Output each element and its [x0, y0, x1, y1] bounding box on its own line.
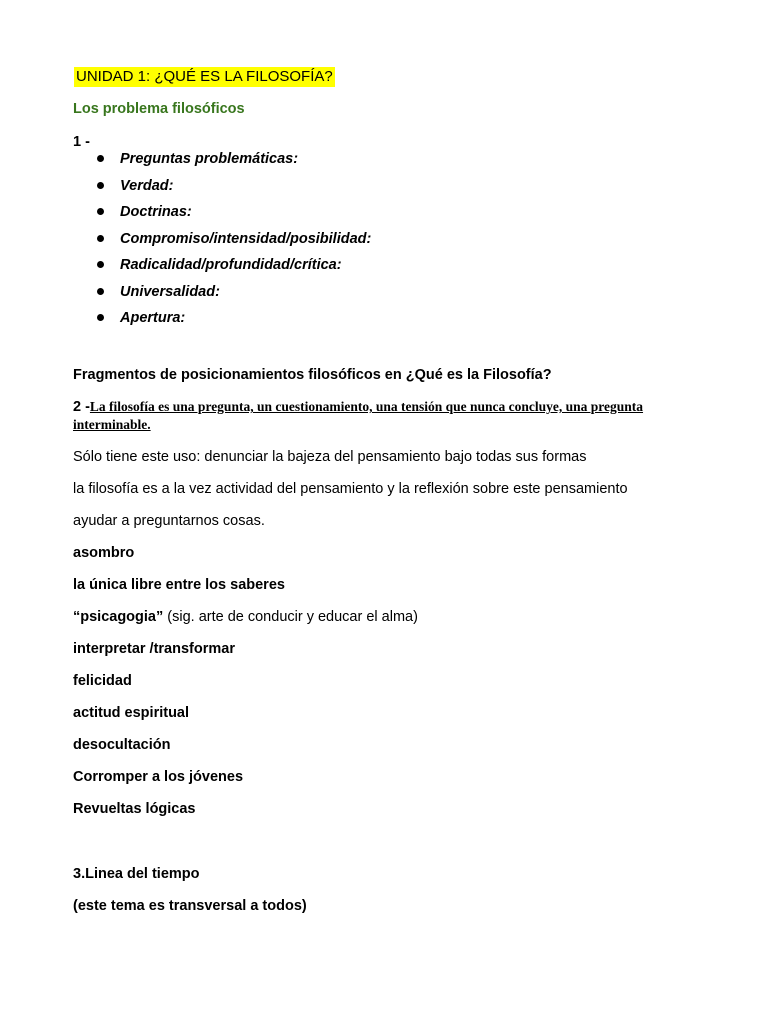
list-item-text: Radicalidad/profundidad/crítica: [120, 257, 342, 273]
term-line: actitud espiritual [73, 705, 190, 721]
text-line: Sólo tiene este uso: denunciar la bajeza del pensamiento bajo todas sus formas [73, 449, 587, 465]
problem-characteristics-list [96, 150, 371, 336]
section-2-quote-block [73, 398, 673, 434]
list-item [96, 256, 371, 283]
term-line: Corromper a los jóvenes [73, 769, 244, 785]
text-line: ayudar a preguntarnos cosas. [73, 513, 265, 529]
bullet-icon [97, 208, 104, 215]
psicagogia-note: (sig. arte de conducir y educar el alma) [163, 609, 418, 625]
term-line: la única libre entre los saberes [73, 577, 285, 593]
list-item-text: Verdad: [120, 177, 174, 194]
bullet-icon [97, 288, 104, 295]
bullet-icon [97, 314, 104, 321]
section-3-note: (este tema es transversal a todos) [73, 898, 307, 914]
list-item [96, 309, 371, 336]
psicagogia-line [73, 608, 418, 626]
fragments-heading: Fragmentos de posicionamientos filosóficos en ¿Qué es la Filosofía? [73, 367, 552, 383]
list-item [96, 203, 371, 230]
psicagogia-term: “psicagogia” [73, 609, 164, 625]
list-item-text: Compromiso/intensidad/posibilidad: [120, 230, 372, 247]
term-line: Revueltas lógicas [73, 801, 196, 817]
unit-title: UNIDAD 1: ¿QUÉ ES LA FILOSOFÍA? [76, 68, 333, 85]
bullet-icon [97, 182, 104, 189]
section-subtitle: Los problema filosóficos [73, 101, 245, 117]
text-line: la filosofía es a la vez actividad del pensamiento y la reflexión sobre este pensamiento [73, 481, 628, 497]
list-item [96, 150, 371, 177]
bullet-icon [97, 235, 104, 242]
section-2-quote: La filosofía es una pregunta, un cuestionamiento, una tensión que nunca concluye, una pregunta interminable. [73, 399, 644, 432]
list-item-text: Doctrinas: [120, 204, 192, 220]
list-item-text: Preguntas problemáticas: [120, 151, 299, 167]
list-item [96, 177, 371, 204]
list-item-text: Apertura: [120, 310, 186, 326]
section-3-heading: 3.Linea del tiempo [73, 866, 200, 882]
term-line: asombro [73, 545, 135, 561]
list-item [96, 230, 371, 257]
term-line: desocultación [73, 737, 171, 753]
list-item [96, 283, 371, 310]
list-item-text: Universalidad: [120, 283, 220, 300]
section-1-number: 1 - [73, 134, 90, 150]
term-line: interpretar /transformar [73, 641, 235, 657]
section-2-number: 2 - [73, 399, 90, 415]
bullet-icon [97, 261, 104, 268]
term-line: felicidad [73, 673, 132, 689]
bullet-icon [97, 155, 104, 162]
